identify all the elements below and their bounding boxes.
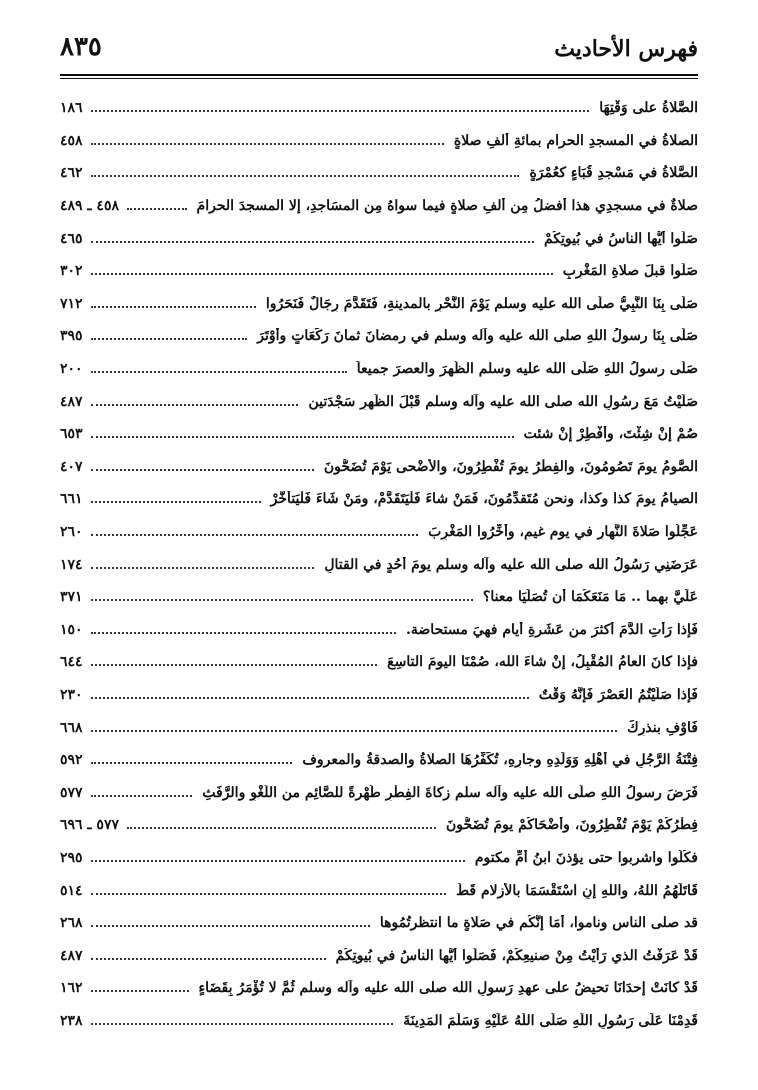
page-ref: ٢٦٠ [60,524,83,541]
dot-leader [91,143,444,145]
hadith-text: قَدِمْنَا عَلَى رَسُولِ اللَّهِ صَلَّى اللَّهُ عَلَيْهِ وَسَلَّمَ المَدِينَةَ [403,1012,698,1029]
index-entry [60,581,698,614]
page-ref: ٥٧٧ [60,784,83,801]
page-ref: ٤٥٨ ـ ٤٨٩ [60,198,119,215]
dot-leader [91,925,370,927]
page-ref: ٤٠٧ [60,458,83,475]
page-ref: ٢٠٠ [60,361,83,378]
page-ref: ٤٦٥ [60,230,83,247]
hadith-text: قد صلى الناس وناموا، أَمَا إنَّكُم في صَلاةٍ ما انتظرتُمُوها [379,915,698,932]
page-ref: ٤٨٧ [60,393,83,410]
index-entry [60,939,698,972]
page-ref: ٢٣٨ [60,1012,83,1029]
dot-leader [91,241,534,243]
page-ref: ٢٣٠ [60,686,83,703]
index-entry [60,288,698,321]
index-entry [60,385,698,418]
page-header [60,30,698,78]
index-entry [60,842,698,875]
hadith-text: فإذا كانَ العامُ المُقْبِلُ، إنْ شاءَ الله، صُمْنَا اليومَ التاسِعَ [387,654,698,671]
hadith-text: قَدْ كانَتْ إِحدَانَا تحيضُ على عهدِ رَسولِ الله صلى الله عليه وآله وسلم ثُمَّ لا تُؤْمَرُ بِقَضَاءٍ [198,980,698,997]
index-entry [60,809,698,842]
index-entry [60,353,698,386]
dot-leader [91,436,514,438]
index-entry [60,874,698,907]
index-entry [60,92,698,125]
page-ref: ٤٥٨ [60,132,83,149]
dot-leader [127,827,436,829]
page-ref: ١٨٦ [60,100,83,117]
index-entry [60,418,698,451]
running-title: فهرس الأحاديث [554,36,698,62]
dot-leader [91,567,315,569]
dot-leader [91,306,256,308]
index-entry [60,222,698,255]
dot-leader [127,208,187,210]
dot-leader [91,860,465,862]
dot-leader [91,664,378,666]
hadith-text: فَرَضَ رسولُ اللهِ صلَّى الله عليه وآله سلم زكاةَ الفِطْرِ طُهْرةً للصَّائِمِ من اللَّغْوِ والرَّفَثِ [202,784,698,801]
page-ref: ٤٨٧ [60,947,83,964]
dot-leader [91,599,473,601]
index-entry [60,907,698,940]
index-entry [60,744,698,777]
hadith-text: فِطْرُكُمْ يَوْمَ تُفْطِرُونَ، وأَضْحَاكُمْ يومَ تُضَحُّونَ [445,817,698,834]
dot-leader [91,338,248,340]
page-number: ٨٣٥ [60,32,102,62]
hadith-text: الصيامُ يومَ كذا وكذا، ونحن مُتَقدِّمُونَ، فَمَنْ شاءَ فَلْيَتَقَدَّمْ، ومَنْ شَاءَ فَلْيَتأخَّرْ [270,491,698,508]
index-entry [60,972,698,1005]
index-entry [60,516,698,549]
hadith-text: صُمْ إنْ شِئْتَ، وأَفْطِرْ إنْ شئت [523,426,698,443]
page-ref: ٤٦٢ [60,165,83,182]
index-entry [60,679,698,712]
dot-leader [91,469,314,471]
page-ref: ٦٥٣ [60,426,83,443]
hadith-text: قَدْ عَرَفْتُ الذي رَأَيْتُ مِنْ صنيعِكُمْ، فَصَلُّوا أيُّها الناسُ في بُيوتِكُمْ [335,947,698,964]
hadith-text: فكُلُوا واشربوا حتى يؤذنَ ابنُ أُمِّ مكتومٍ [474,849,698,866]
index-entry [60,190,698,223]
page-ref: ٦٦٨ [60,719,83,736]
hadith-text: الصَّلاةُ على وَقْتِهَا [599,100,698,117]
index-entry [60,157,698,190]
page-ref: ٣٩٥ [60,328,83,345]
page-ref: ٦٦١ [60,491,83,508]
header-rule [60,74,698,79]
dot-leader [91,632,396,634]
hadith-text: صَلَّى رسولُ اللهِ صَلَّى الله عليه وسلم الظُّهرَ والعصرَ جميعاً [356,361,698,378]
dot-leader [91,501,261,503]
dot-leader [91,273,553,275]
page-ref: ٥٧٧ ـ ٦٩٦ [60,817,119,834]
page-ref: ١٦٢ [60,980,83,997]
dot-leader [91,697,529,699]
hadith-text: فَاوْفِ بنذرِكَ [627,719,698,736]
dot-leader [91,795,193,797]
hadith-text: الصلاةُ في المسجدِ الحرامِ بمائةِ ألفِ صلاةٍ [453,132,698,149]
hadith-text: عَرَضَنِي رَسُولُ الله صلى الله عليه وآله وسلم يومَ أُحُدٍ في القتالِ [324,556,698,573]
hadith-text: فَإذا رَأَتِ الدَّمَ أكثرَ من عَشَرةِ أيامٍ فهيَ مستحاضة. [406,621,698,638]
page-ref: ٢٦٨ [60,915,83,932]
hadith-text: صَلَّى بِنَا رسولُ اللهِ صلى الله عليه وآله وسلم في رمضانَ ثمانَ رَكَعَاتٍ وأَوْتَرَ [257,328,698,345]
index-entry [60,646,698,679]
hadith-text: عَلَيَّ بهما .. مَا مَنَعَكُمَا أن تُصَلِّيَا معنا؟ [482,589,698,606]
dot-leader [91,958,326,960]
dot-leader [91,730,618,732]
index-entry [60,776,698,809]
dot-leader [91,371,347,373]
index-entry [60,255,698,288]
hadith-text: الصَّلاةُ في مَسْجدِ قُبَاءٍ كعُمْرَةٍ [529,165,698,182]
index-entry [60,1005,698,1038]
hadith-text: صَلَّيْتُ مَعَ رسُولِ الله صلى الله عليه وآله وسلم قَبْلَ الظُّهرِ سَجْدَتين [308,393,698,410]
index-entry [60,451,698,484]
hadith-text: قَاتَلَهُمُ اللهُ، واللهِ إنِ اسْتَقْسَمَا بالأزلامِ قَطُّ [456,882,698,899]
index-entry [60,483,698,516]
dot-leader [91,1023,394,1025]
index-entry [60,548,698,581]
index-entry [60,320,698,353]
page-ref: ٥٩٢ [60,752,83,769]
dot-leader [91,990,189,992]
dot-leader [91,762,293,764]
hadith-index-list [60,92,698,1037]
page-ref: ٦٤٤ [60,654,83,671]
page-ref: ١٧٤ [60,556,83,573]
index-entry [60,125,698,158]
dot-leader [91,110,590,112]
hadith-text: صَلُّوا قبلَ صلاةِ المَغْرِبِ [562,263,698,280]
index-entry [60,711,698,744]
page-ref: ٣٠٢ [60,263,83,280]
dot-leader [91,893,447,895]
hadith-text: صَلُّوا أيُّها الناسُ في بُيوتِكُمْ [543,230,698,247]
page-ref: ٥١٤ [60,882,83,899]
dot-leader [91,175,520,177]
hadith-text: صلاةٌ في مسجدِي هذا أفضلُ مِن ألفِ صلاةٍ فيما سواهُ مِن المسَاجدِ، إلا المسجدَ الحرامَ [196,198,698,215]
hadith-text: عَجِّلُوا صَلاةَ النَّهارِ في يومِ غيمٍ، وأَخِّرُوا المَغْرِبَ [428,524,698,541]
page-ref: ١٥٠ [60,621,83,638]
hadith-text: صَلَّى بِنَا النَّبِيُّ صلَّى الله عليه وسلم يَوْمَ النَّحْرِ بالمدينةِ، فَتَقَدَّمَ رِجَالٌ فَنَحَرُوا [265,295,698,312]
page-ref: ٣٧١ [60,589,83,606]
dot-leader [91,404,299,406]
hadith-text: فِتْنَةُ الرَّجُلِ في أَهْلِهِ وَوَلَدِهِ وجارِهِ، تُكَفِّرُهَا الصلاةُ والصدقةُ والمعروف [302,752,698,769]
page-ref: ٢٩٥ [60,849,83,866]
dot-leader [91,534,419,536]
hadith-text: فَإذا صَلَّيْتُمُ العَصْرَ فَإِنَّهُ وَقْتٌ [538,686,698,703]
index-entry [60,614,698,647]
page-ref: ٧١٢ [60,295,83,312]
hadith-text: الصَّومُ يومَ تَصُومُونَ، والفِطْرُ يومَ تُفْطِرُونَ، والأَضْحى يَوْمَ تُضَحُّونَ [323,458,698,475]
